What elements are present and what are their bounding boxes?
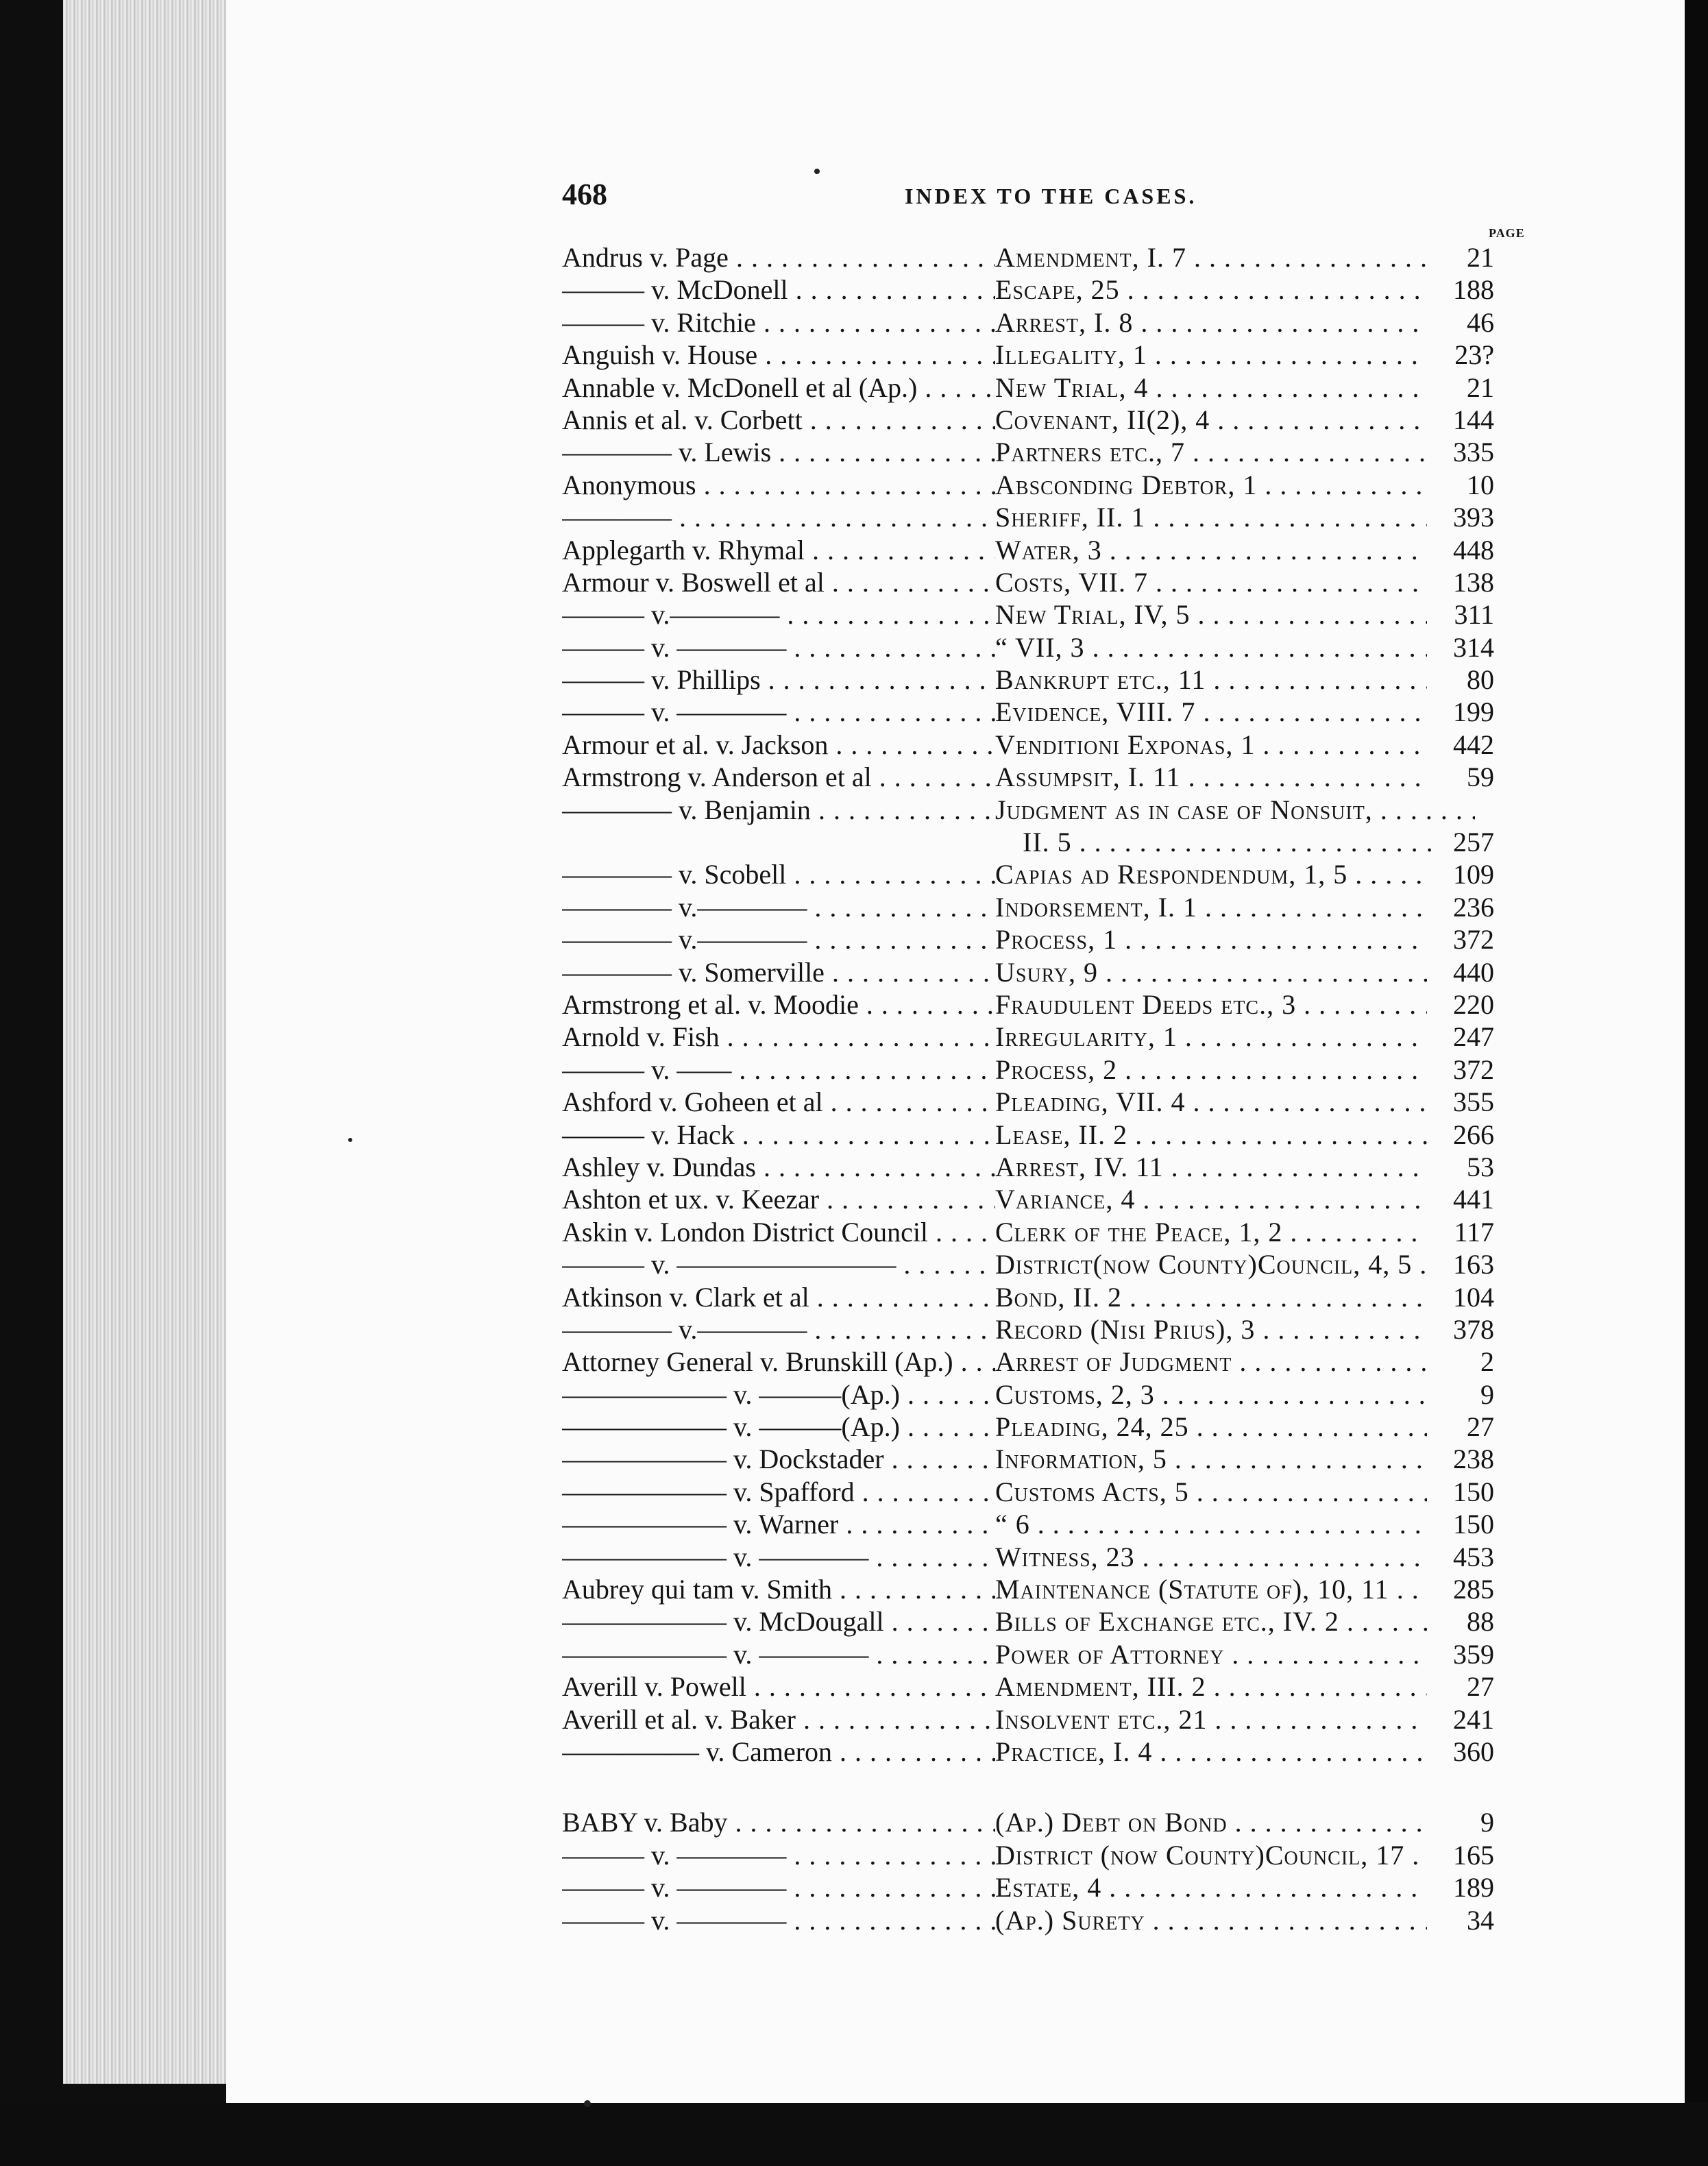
subject-heading: Evidence, VIII. 7 . . .	[995, 696, 1427, 728]
case-name: Andrus v. Page . . .	[562, 241, 995, 273]
case-name: ———— . . .	[562, 501, 995, 533]
subject-heading: Record (Nisi Prius), 3 . . .	[995, 1313, 1427, 1346]
page-reference: 220	[1432, 988, 1494, 1021]
subject-heading: Absconding Debtor, 1 . . .	[995, 469, 1427, 501]
case-name: ——— v. Ritchie . . .	[562, 306, 995, 339]
subject-heading: Process, 2 . . .	[995, 1054, 1427, 1086]
page-reference: 189	[1432, 1871, 1494, 1903]
index-entry	[562, 534, 1494, 566]
subject-heading: Amendment, I. 7 . . .	[995, 241, 1427, 273]
case-name: Atkinson v. Clark et al . . .	[562, 1281, 995, 1313]
page-reference: 46	[1432, 306, 1494, 339]
page-reference: 372	[1432, 1054, 1494, 1086]
case-name: ——— v.———— . . .	[562, 598, 995, 631]
case-name: ———— v. Benjamin . . .	[562, 794, 995, 826]
page-reference: 163	[1432, 1248, 1494, 1280]
case-name: Armour v. Boswell et al . . .	[562, 566, 995, 598]
page-reference: 448	[1432, 534, 1494, 566]
case-name: ——— v. ———— . . .	[562, 631, 995, 664]
page-reference: 109	[1432, 858, 1494, 890]
index-entry	[562, 794, 1494, 826]
case-name: Armstrong et al. v. Moodie . . .	[562, 988, 995, 1021]
subject-heading: Variance, 4 . . .	[995, 1183, 1427, 1215]
subject-heading: Costs, VII. 7 . . .	[995, 566, 1427, 598]
subject-heading: Bond, II. 2 . . .	[995, 1281, 1427, 1313]
index-entry	[562, 598, 1494, 631]
page-reference: 27	[1432, 1670, 1494, 1703]
page-reference: 441	[1432, 1183, 1494, 1215]
page-reference: 355	[1432, 1086, 1494, 1118]
index-entry	[562, 891, 1494, 923]
page-reference: 236	[1432, 891, 1494, 923]
case-name: ———— v. Scobell . . .	[562, 858, 995, 890]
index-entry	[562, 826, 1494, 858]
subject-heading: Venditioni Exponas, 1 . . .	[995, 729, 1427, 761]
page-reference: 59	[1432, 761, 1494, 793]
scan-border-bottom	[0, 2103, 1708, 2166]
index-entry	[562, 566, 1494, 598]
case-name: ——— v. Phillips . . .	[562, 664, 995, 696]
index-entry	[562, 436, 1494, 468]
subject-heading: “ 6 . . .	[995, 1508, 1427, 1540]
case-name: Anguish v. House . . .	[562, 339, 995, 371]
index-entry	[562, 631, 1494, 664]
case-name: —————— v. ———(Ap.) . . .	[562, 1378, 995, 1411]
page-reference: 241	[1432, 1703, 1494, 1736]
page-reference: 188	[1432, 273, 1494, 306]
page-header	[562, 177, 1522, 218]
subject-heading: Amendment, III. 2 . . .	[995, 1670, 1427, 1703]
page-reference: 257	[1432, 826, 1494, 858]
subject-heading: Practice, I. 4 . . .	[995, 1736, 1427, 1768]
page-reference: 247	[1432, 1021, 1494, 1053]
index-entry	[562, 1216, 1494, 1248]
index-entry	[562, 858, 1494, 890]
case-name: —————— v. ———— . . .	[562, 1638, 995, 1670]
page-reference: 150	[1432, 1508, 1494, 1540]
index-entry	[562, 1806, 1494, 1838]
case-name: Ashley v. Dundas . . .	[562, 1151, 995, 1183]
subject-heading: Maintenance (Statute of), 10, 11 . . .	[995, 1573, 1427, 1605]
page-reference: 359	[1432, 1638, 1494, 1670]
subject-heading: Sheriff, II. 1 . . .	[995, 501, 1427, 533]
page-reference: 378	[1432, 1313, 1494, 1346]
page-reference: 144	[1432, 404, 1494, 436]
case-name: Averill et al. v. Baker . . .	[562, 1703, 995, 1736]
case-name: —————— v. Spafford . . .	[562, 1476, 995, 1508]
case-name: ———— v. Somerville . . .	[562, 956, 995, 988]
index-entry	[562, 1119, 1494, 1151]
subject-heading: Estate, 4 . . .	[995, 1871, 1427, 1903]
case-name: —————— v. McDougall . . .	[562, 1605, 995, 1638]
index-entry	[562, 1443, 1494, 1475]
page-reference: 10	[1432, 469, 1494, 501]
subject-heading: (Ap.) Debt on Bond . . .	[995, 1806, 1427, 1838]
index-entry	[562, 241, 1494, 273]
subject-heading: Assumpsit, I. 11 . . .	[995, 761, 1427, 793]
page-reference: 80	[1432, 664, 1494, 696]
subject-heading: Illegality, 1 . . .	[995, 339, 1427, 371]
index-entry	[562, 1378, 1494, 1411]
subject-heading: Partners etc., 7 . . .	[995, 436, 1427, 468]
index-entry	[562, 1605, 1494, 1638]
subject-heading: Irregularity, 1 . . .	[995, 1021, 1427, 1053]
case-name: Annis et al. v. Corbett . . .	[562, 404, 995, 436]
subject-heading: Arrest of Judgment . . .	[995, 1346, 1427, 1378]
subject-heading: New Trial, 4 . . .	[995, 372, 1427, 404]
page-reference: 440	[1432, 956, 1494, 988]
case-name: ——— v. Hack . . .	[562, 1119, 995, 1151]
subject-heading: Clerk of the Peace, 1, 2 . . .	[995, 1216, 1427, 1248]
index-entry	[562, 761, 1494, 793]
case-name: Armstrong v. Anderson et al . . .	[562, 761, 995, 793]
case-name: ———— v.———— . . .	[562, 1313, 995, 1346]
case-name: —————— v. Dockstader . . .	[562, 1443, 995, 1475]
subject-heading: Bills of Exchange etc., IV. 2 . . .	[995, 1605, 1427, 1638]
page-reference: 165	[1432, 1839, 1494, 1871]
page-reference: 393	[1432, 501, 1494, 533]
case-name: Askin v. London District Council . . .	[562, 1216, 995, 1248]
index-entry	[562, 1638, 1494, 1670]
subject-heading: Fraudulent Deeds etc., 3 . . .	[995, 988, 1427, 1021]
subject-heading: Process, 1 . . .	[995, 923, 1427, 956]
page-column-label: PAGE	[1489, 226, 1525, 240]
scan-border-right	[1685, 0, 1708, 2166]
index-entry	[562, 664, 1494, 696]
case-name: Averill v. Powell . . .	[562, 1670, 995, 1703]
case-name: ——— v. ———— . . .	[562, 696, 995, 728]
index-entry	[562, 956, 1494, 988]
running-head: INDEX TO THE CASES.	[905, 184, 1197, 208]
page-reference: 266	[1432, 1119, 1494, 1151]
index-entry	[562, 1313, 1494, 1346]
index-entry	[562, 1054, 1494, 1086]
index-entry	[562, 1508, 1494, 1540]
page-reference: 104	[1432, 1281, 1494, 1313]
page-reference: 88	[1432, 1605, 1494, 1638]
page-reference: 21	[1432, 241, 1494, 273]
subject-heading: Water, 3 . . .	[995, 534, 1427, 566]
index-entry	[562, 273, 1494, 306]
subject-heading: Judgment as in case of Nonsuit, . . .	[995, 794, 1475, 826]
page-reference: 117	[1432, 1216, 1494, 1248]
subject-heading: Power of Attorney . . .	[995, 1638, 1427, 1670]
index-entry	[562, 501, 1494, 533]
case-name: ——— v. ———— . . .	[562, 1871, 995, 1903]
subject-heading: Covenant, II(2), 4 . . .	[995, 404, 1427, 436]
case-name: ——— v. —— . . .	[562, 1054, 995, 1086]
subject-heading: Bankrupt etc., 11 . . .	[995, 664, 1427, 696]
index-entry	[562, 1183, 1494, 1215]
case-name: BABY v. Baby . . .	[562, 1806, 995, 1838]
subject-heading: Customs, 2, 3 . . .	[995, 1378, 1427, 1411]
subject-heading: New Trial, IV, 5 . . .	[995, 598, 1427, 631]
page-reference: 453	[1432, 1541, 1494, 1573]
index-entry	[562, 1281, 1494, 1313]
subject-heading: Lease, II. 2 . . .	[995, 1119, 1427, 1151]
page-reference: 27	[1432, 1411, 1494, 1443]
subject-heading: II. 5 . . .	[995, 826, 1454, 858]
page-reference: 34	[1432, 1904, 1494, 1936]
subject-heading: District(now County)Council, 4, 5 . . .	[995, 1248, 1427, 1280]
index-entry	[562, 988, 1494, 1021]
page-reference: 372	[1432, 923, 1494, 956]
subject-heading: (Ap.) Surety . . .	[995, 1904, 1427, 1936]
index-entry	[562, 1151, 1494, 1183]
page-reference: 360	[1432, 1736, 1494, 1768]
page-reference: 150	[1432, 1476, 1494, 1508]
subject-heading: Arrest, I. 8 . . .	[995, 306, 1427, 339]
index-entry	[562, 1670, 1494, 1703]
subject-heading: Indorsement, I. 1 . . .	[995, 891, 1427, 923]
index-entry	[562, 1703, 1494, 1736]
case-name: Annable v. McDonell et al (Ap.) . . .	[562, 372, 995, 404]
page-reference: 335	[1432, 436, 1494, 468]
index-entry	[562, 696, 1494, 728]
case-name: Ashford v. Goheen et al . . .	[562, 1086, 995, 1118]
index-entry	[562, 1346, 1494, 1378]
index-entry	[562, 372, 1494, 404]
index-entry	[562, 306, 1494, 339]
case-name: —————— v. ———— . . .	[562, 1541, 995, 1573]
page-reference: 9	[1432, 1378, 1494, 1411]
case-name: ———— v.———— . . .	[562, 923, 995, 956]
ink-speck	[584, 2100, 591, 2107]
case-name: Ashton et ux. v. Keezar . . .	[562, 1183, 995, 1215]
case-name: Arnold v. Fish . . .	[562, 1021, 995, 1053]
case-name: ———— v. Lewis . . .	[562, 436, 995, 468]
subject-heading: Customs Acts, 5 . . .	[995, 1476, 1427, 1508]
index-entry	[562, 1839, 1494, 1871]
page-reference: 2	[1432, 1346, 1494, 1378]
page-reference: 23?	[1432, 339, 1494, 371]
subject-heading: “ VII, 3 . . .	[995, 631, 1427, 664]
subject-heading: Arrest, IV. 11 . . .	[995, 1151, 1427, 1183]
index-entry	[562, 469, 1494, 501]
ink-speck	[348, 1138, 352, 1142]
page-reference: 53	[1432, 1151, 1494, 1183]
case-name: ——— v. ———— . . .	[562, 1839, 995, 1871]
index-entry	[562, 1086, 1494, 1118]
index-entry	[562, 1021, 1494, 1053]
case-name: ——— v. McDonell . . .	[562, 273, 995, 306]
case-name: Attorney General v. Brunskill (Ap.) . . .	[562, 1346, 995, 1378]
case-name: Armour et al. v. Jackson . . .	[562, 729, 995, 761]
subject-heading: District (now County)Council, 17 . . .	[995, 1839, 1427, 1871]
index-entries	[562, 241, 1494, 1936]
case-name: Anonymous . . .	[562, 469, 995, 501]
case-name: —————— v. Warner . . .	[562, 1508, 995, 1540]
index-entry	[562, 1248, 1494, 1280]
index-entry	[562, 1573, 1494, 1605]
page-reference: 442	[1432, 729, 1494, 761]
case-name: Applegarth v. Rhymal . . .	[562, 534, 995, 566]
index-entry	[562, 1871, 1494, 1903]
index-entry	[562, 729, 1494, 761]
index-entry	[562, 404, 1494, 436]
subject-heading: Escape, 25 . . .	[995, 273, 1427, 306]
index-entry	[562, 923, 1494, 956]
subject-heading: Pleading, 24, 25 . . .	[995, 1411, 1427, 1443]
subject-heading: Information, 5 . . .	[995, 1443, 1427, 1475]
ink-speck	[814, 169, 820, 174]
page-reference: 9	[1432, 1806, 1494, 1838]
page-reference: 199	[1432, 696, 1494, 728]
page-reference: 285	[1432, 1573, 1494, 1605]
case-name: ———— v.———— . . .	[562, 891, 995, 923]
case-name: ——— v. ———————— . . .	[562, 1248, 995, 1280]
index-entry	[562, 1541, 1494, 1573]
page-reference: 311	[1432, 598, 1494, 631]
page-reference: 314	[1432, 631, 1494, 664]
index-entry	[562, 1476, 1494, 1508]
index-entry	[562, 1411, 1494, 1443]
case-name: ——— v. ———— . . .	[562, 1904, 995, 1936]
subject-heading: Insolvent etc., 21 . . .	[995, 1703, 1427, 1736]
page-reference: 138	[1432, 566, 1494, 598]
case-name: Aubrey qui tam v. Smith . . .	[562, 1573, 995, 1605]
case-name: —————— v. ———(Ap.) . . .	[562, 1411, 995, 1443]
subject-heading: Capias ad Respondendum, 1, 5 . . .	[995, 858, 1427, 890]
index-entry	[562, 1736, 1494, 1768]
subject-heading: Usury, 9 . . .	[995, 956, 1427, 988]
page-reference: 238	[1432, 1443, 1494, 1475]
page-reference: 21	[1432, 372, 1494, 404]
index-entry	[562, 1904, 1494, 1936]
case-name: ————— v. Cameron . . .	[562, 1736, 995, 1768]
index-entry	[562, 339, 1494, 371]
page-number: 468	[562, 178, 607, 211]
subject-heading: Witness, 23 . . .	[995, 1541, 1427, 1573]
subject-heading: Pleading, VII. 4 . . .	[995, 1086, 1427, 1118]
